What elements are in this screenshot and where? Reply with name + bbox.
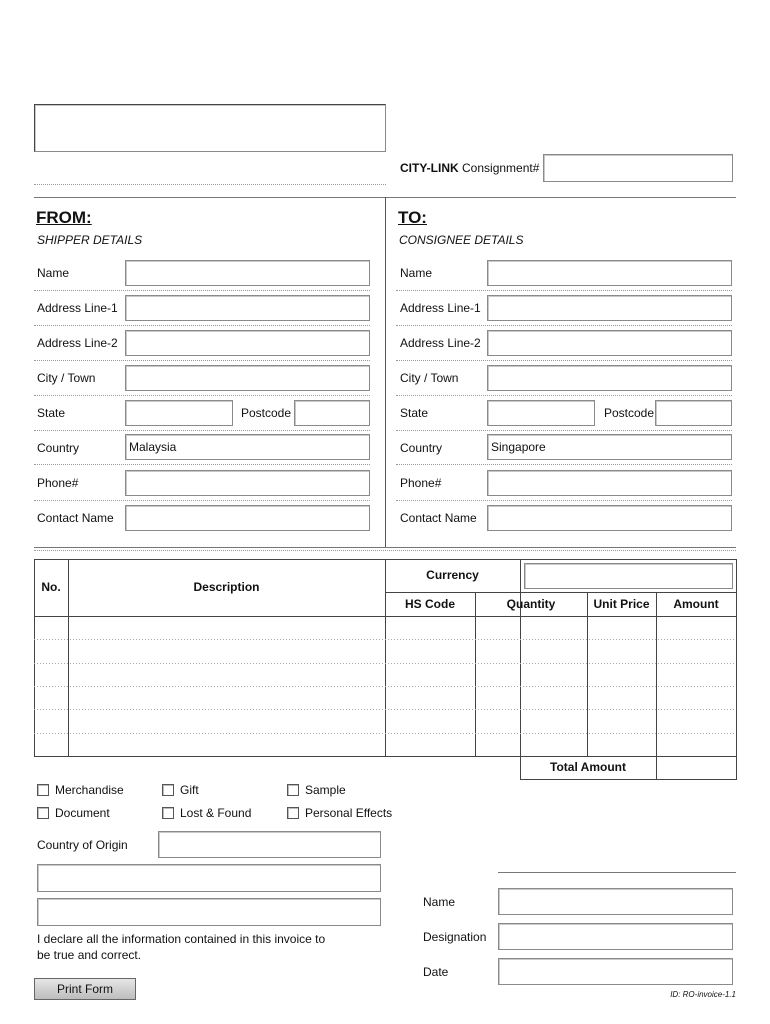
total-amount-value[interactable] <box>657 758 736 779</box>
to-address2-label: Address Line-2 <box>400 336 481 350</box>
lost-found-label: Lost & Found <box>180 806 252 820</box>
sample-label: Sample <box>305 783 346 797</box>
col-no-header: No. <box>41 580 61 594</box>
to-title: TO: <box>398 208 427 227</box>
from-subtitle: SHIPPER DETAILS <box>37 233 143 247</box>
country-of-origin-label: Country of Origin <box>37 838 128 852</box>
col-unit-price-header: Unit Price <box>593 597 650 611</box>
currency-input[interactable] <box>524 563 733 589</box>
document-label: Document <box>55 806 110 820</box>
col-amount-header: Amount <box>673 597 719 611</box>
from-postcode-label: Postcode <box>241 406 292 420</box>
col-description-header: Description <box>193 580 260 594</box>
col-hs-code-header: HS Code <box>404 597 455 611</box>
to-name-label: Name <box>400 266 433 280</box>
item-rows[interactable] <box>34 617 736 757</box>
sample-checkbox[interactable] <box>287 784 299 796</box>
from-title: FROM: <box>36 208 92 227</box>
designation-input[interactable] <box>498 923 733 950</box>
to-phone-label: Phone# <box>400 476 442 490</box>
to-country-label: Country <box>400 441 443 455</box>
gift-checkbox[interactable] <box>162 784 174 796</box>
from-city-label: City / Town <box>37 371 96 385</box>
to-city-label: City / Town <box>400 371 459 385</box>
print-form-button[interactable]: Print Form <box>34 978 136 1000</box>
document-checkbox[interactable] <box>37 807 49 819</box>
signatory-name-label: Name <box>423 895 456 909</box>
country-of-origin-input[interactable] <box>158 831 381 858</box>
shipper-stamp-field[interactable] <box>37 898 381 926</box>
signatory-name-input[interactable] <box>498 888 733 915</box>
from-country-label: Country <box>37 441 80 455</box>
consignment-label: CITY-LINK Consignment# <box>400 161 540 175</box>
from-phone-label: Phone# <box>37 476 79 490</box>
date-label: Date <box>423 965 449 979</box>
declaration-text: I declare all the information contained in this invoice to be true and correct. <box>37 932 326 962</box>
from-address1-label: Address Line-1 <box>37 301 118 315</box>
personal-effects-checkbox[interactable] <box>287 807 299 819</box>
lost-found-checkbox[interactable] <box>162 807 174 819</box>
form-id: ID: RO-invoice-1.1 <box>670 990 736 999</box>
from-contact-label: Contact Name <box>37 511 114 525</box>
merchandise-label: Merchandise <box>55 783 124 797</box>
from-name-label: Name <box>37 266 70 280</box>
personal-effects-label: Personal Effects <box>305 806 393 820</box>
from-state-label: State <box>37 406 66 420</box>
merchandise-checkbox[interactable] <box>37 784 49 796</box>
to-postcode-label: Postcode <box>604 406 655 420</box>
from-address2-label: Address Line-2 <box>37 336 118 350</box>
date-input[interactable] <box>498 958 733 985</box>
designation-label: Designation <box>423 930 487 944</box>
to-state-label: State <box>400 406 429 420</box>
to-subtitle: CONSIGNEE DETAILS <box>399 233 524 247</box>
total-amount-label: Total Amount <box>550 760 626 774</box>
shipper-signature-field[interactable] <box>37 864 381 892</box>
to-country-value: Singapore <box>491 440 546 454</box>
currency-header: Currency <box>426 568 479 582</box>
to-address1-label: Address Line-1 <box>400 301 481 315</box>
from-country-value: Malaysia <box>129 440 177 454</box>
col-quantity-header: Quantity <box>506 597 556 611</box>
gift-label: Gift <box>180 783 199 797</box>
to-contact-label: Contact Name <box>400 511 477 525</box>
signature-line <box>498 872 736 873</box>
